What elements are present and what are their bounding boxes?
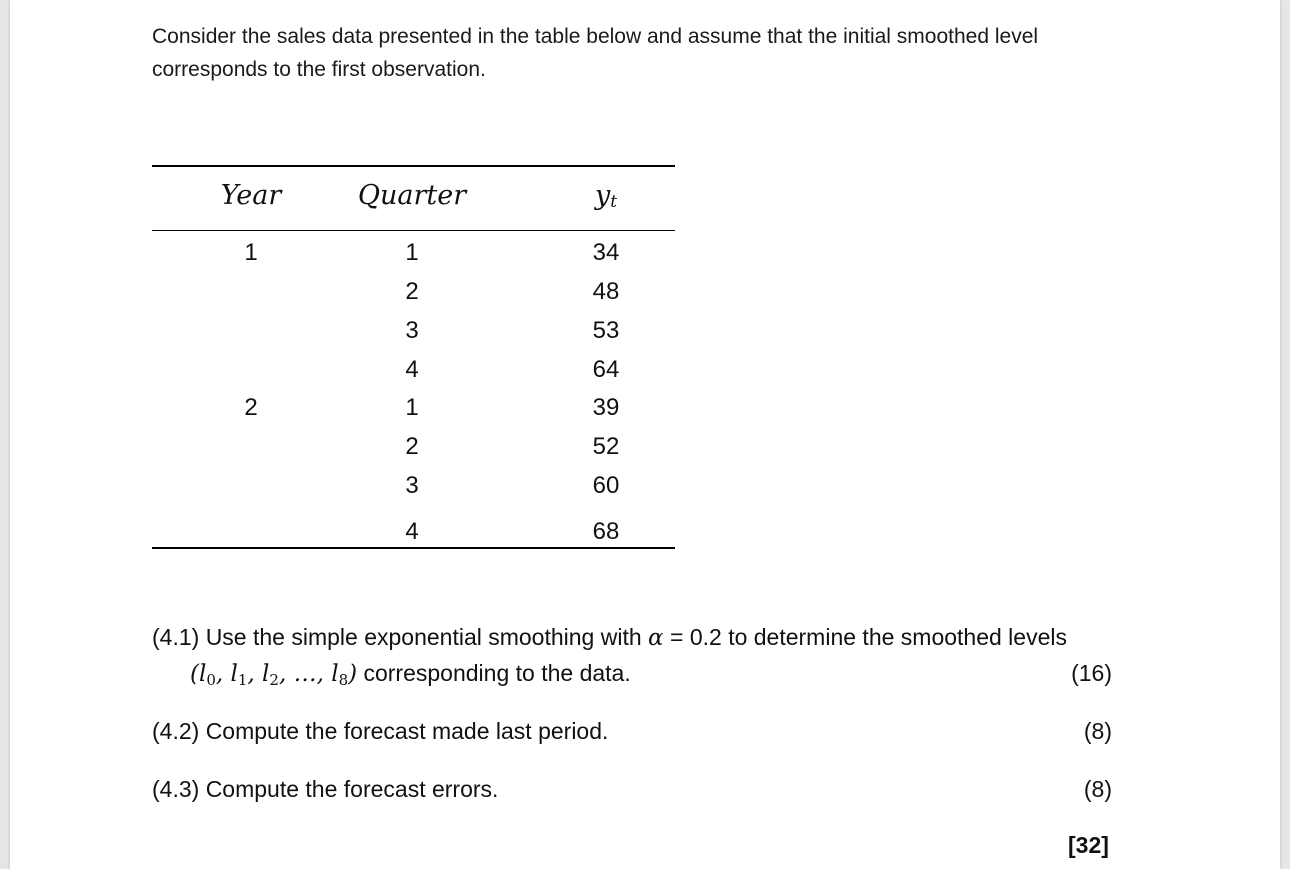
alpha-symbol: α xyxy=(648,625,664,651)
question-4-3-number: (4.3) xyxy=(152,776,200,802)
quarter-cell: 3 xyxy=(405,472,419,499)
table-bottom-rule xyxy=(152,547,675,549)
equals-sign: = xyxy=(669,624,684,650)
year-cell: 1 xyxy=(244,239,258,266)
table-row xyxy=(0,355,700,385)
year-cell: 2 xyxy=(244,394,258,421)
question-4-1-line-2 xyxy=(190,658,1112,695)
table-row xyxy=(0,432,700,462)
quarter-cell: 4 xyxy=(405,356,419,383)
table-row xyxy=(0,517,700,547)
question-4-2 xyxy=(152,716,1112,746)
table-header-rule xyxy=(152,230,675,231)
table-row xyxy=(0,277,700,307)
table-row xyxy=(0,238,700,268)
question-4-2-marks: (8) xyxy=(1083,718,1112,744)
yt-cell: 60 xyxy=(592,472,620,499)
question-4-1 xyxy=(152,622,1112,653)
question-4-1-marks: (16) xyxy=(1071,660,1112,686)
question-4-1-text-c: corresponding to the data. xyxy=(363,660,631,686)
quarter-cell: 2 xyxy=(405,278,419,305)
header-quarter: Quarter xyxy=(357,180,467,211)
quarter-cell: 3 xyxy=(405,317,419,344)
question-4-1-number: (4.1) xyxy=(152,624,200,650)
yt-cell: 68 xyxy=(592,518,620,545)
question-4-1-text-b: to determine the smoothed levels xyxy=(728,624,1067,650)
question-4-3 xyxy=(152,774,1112,804)
intro-line-1: Consider the sales data presented in the table below and assume that the initial smoothed level xyxy=(152,25,1039,48)
intro-line-2: corresponds to the first observation. xyxy=(152,58,486,81)
yt-cell: 48 xyxy=(592,278,620,305)
total-marks: [32] xyxy=(1068,832,1109,858)
intro-paragraph xyxy=(152,20,1112,86)
quarter-cell: 4 xyxy=(405,518,419,545)
alpha-value: 0.2 xyxy=(689,624,722,650)
header-yt-subscript: t xyxy=(610,192,618,212)
question-4-3-marks: (8) xyxy=(1083,776,1112,802)
question-4-2-number: (4.2) xyxy=(152,718,200,744)
yt-cell: 53 xyxy=(592,317,620,344)
question-4-1-text-a: Use the simple exponential smoothing with xyxy=(205,624,642,650)
table-row xyxy=(0,471,700,501)
quarter-cell: 1 xyxy=(405,239,419,266)
question-4-2-text: Compute the forecast made last period. xyxy=(205,718,609,744)
quarter-cell: 1 xyxy=(405,394,419,421)
yt-cell: 39 xyxy=(592,394,620,421)
header-yt xyxy=(556,181,656,217)
smoothed-levels-notation: (l0, l1, l2, …, l8) xyxy=(190,661,358,689)
yt-cell: 34 xyxy=(592,239,620,266)
table-row xyxy=(0,393,700,423)
table-top-rule xyxy=(152,165,675,167)
header-yt-symbol: y xyxy=(594,180,611,211)
table-row xyxy=(0,316,700,346)
yt-cell: 52 xyxy=(592,433,620,460)
yt-cell: 64 xyxy=(592,356,620,383)
quarter-cell: 2 xyxy=(405,433,419,460)
header-year: Year xyxy=(220,180,282,211)
question-4-3-text: Compute the forecast errors. xyxy=(205,776,499,802)
